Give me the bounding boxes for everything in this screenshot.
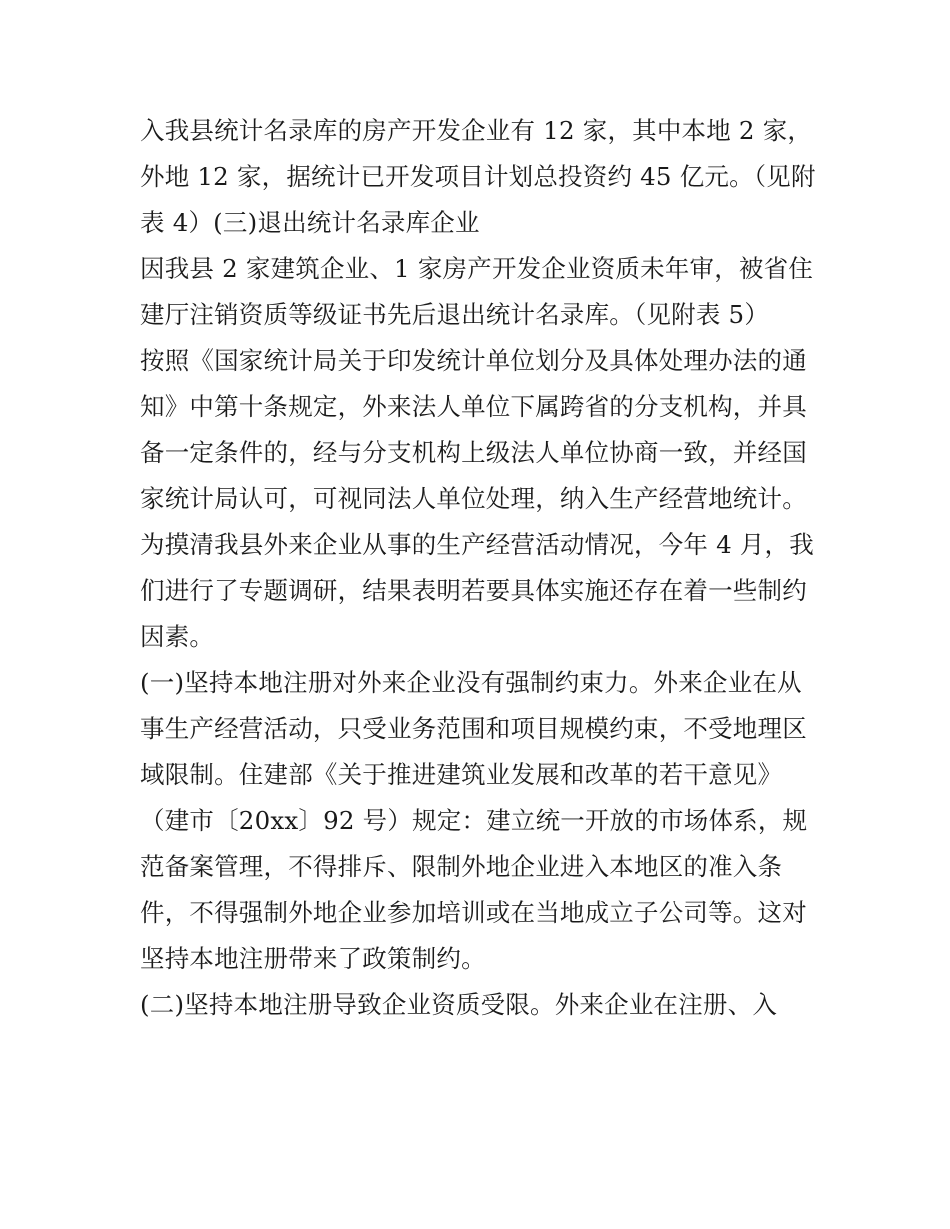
text-line: 事生产经营活动，只受业务范围和项目规模约束，不受地理区 xyxy=(140,714,807,743)
document-body xyxy=(140,108,820,1028)
text-line: 因我县 2 家建筑企业、1 家房产开发企业资质未年审，被省住 xyxy=(140,254,814,283)
text-line: 按照《国家统计局关于印发统计单位划分及具体处理办法的通 xyxy=(140,346,807,375)
text-line: 外地 12 家，据统计已开发项目计划总投资约 45 亿元。（见附 xyxy=(140,162,816,191)
text-line: (一)坚持本地注册对外来企业没有强制约束力。外来企业在从 xyxy=(140,668,802,697)
text-line: 范备案管理，不得排斥、限制外地企业进入本地区的准入条 xyxy=(140,852,783,881)
text-line: （建市〔20xx〕92 号）规定：建立统一开放的市场体系，规 xyxy=(140,806,808,835)
text-line: 入我县统计名录库的房产开发企业有 12 家，其中本地 2 家， xyxy=(140,116,813,145)
text-line: 表 4）(三)退出统计名录库企业 xyxy=(140,208,480,237)
text-line: 们进行了专题调研，结果表明若要具体实施还存在着一些制约 xyxy=(140,576,807,605)
text-line: 家统计局认可，可视同法人单位处理，纳入生产经营地统计。 xyxy=(140,484,807,513)
text-line: 坚持本地注册带来了政策制约。 xyxy=(140,944,486,973)
text-line: 知》中第十条规定，外来法人单位下属跨省的分支机构，并具 xyxy=(140,392,807,421)
text-line: 因素。 xyxy=(140,622,215,651)
text-line: 为摸清我县外来企业从事的生产经营活动情况，今年 4 月，我 xyxy=(140,530,814,559)
text-line: 件，不得强制外地企业参加培训或在当地成立子公司等。这对 xyxy=(140,898,807,927)
text-line: 备一定条件的，经与分支机构上级法人单位协商一致，并经国 xyxy=(140,438,807,467)
text-line: 建厅注销资质等级证书先后退出统计名录库。（见附表 5） xyxy=(140,300,770,329)
text-line: (二)坚持本地注册导致企业资质受限。外来企业在注册、入 xyxy=(140,990,778,1019)
text-line: 域限制。住建部《关于推进建筑业发展和改革的若干意见》 xyxy=(140,760,783,789)
